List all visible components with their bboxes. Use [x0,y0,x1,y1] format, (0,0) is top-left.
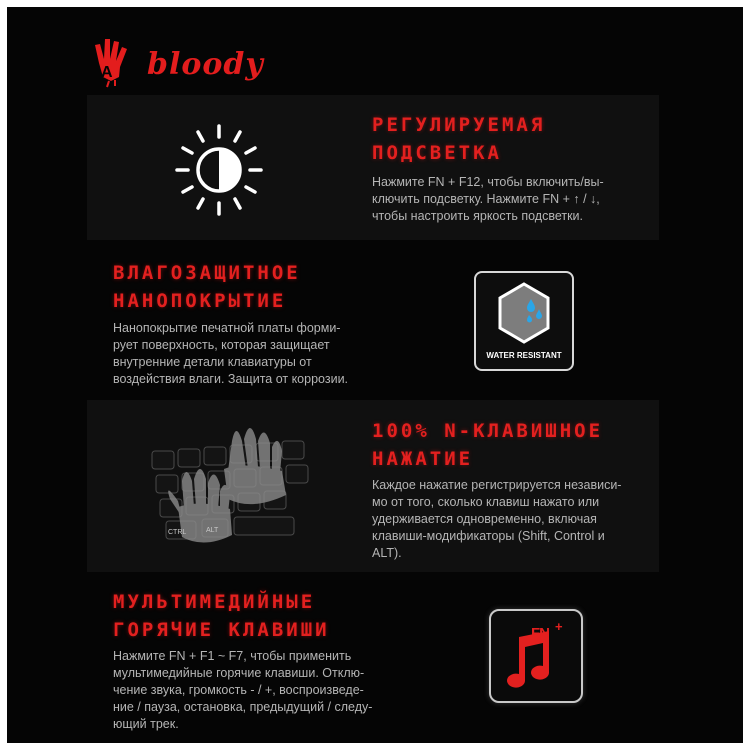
brand-name: bloody [147,47,264,82]
keyboard-hands-icon [132,411,342,551]
multimedia-hotkey-badge [489,609,583,703]
feature-desc-nkey: Каждое нажатие регистрируется независи- мо от того, сколько клавиш нажато или удерживается одновременно, включая клавиши-модификаторы (Shift, Control и ALT). [372,478,622,560]
bloody-hand-logo-icon [89,33,145,89]
feature-title-backlight: РЕГУЛИРУЕМАЯ ПОДСВЕТКА [372,114,546,164]
product-feature-sheet [7,7,743,743]
fn-plus-label: + [555,619,563,634]
water-resistant-label: WATER RESISTANT [486,351,562,360]
water-resistant-icon [495,281,553,347]
water-resistant-badge [474,271,574,371]
feature-title-multimedia: МУЛЬТИМЕДИЙНЫЕ ГОРЯЧИЕ КЛАВИШИ [113,591,330,641]
feature-desc-water: Нанопокрытие печатной платы форми- рует поверхность, которая защищает внутренние детали клавиатуры от воздействия влаги. Защита от коррозии. [113,321,349,386]
feature-title-water: ВЛАГОЗАЩИТНОЕ НАНОПОКРЫТИЕ [113,262,301,312]
brand-logo [89,33,269,93]
svg-text:A: A [101,64,113,81]
brightness-icon [169,120,269,220]
fn-label: FN [531,625,549,642]
feature-desc-backlight: Нажмите FN + F12, чтобы включить/вы- ключить подсветку. Нажмите FN + ↑ / ↓, чтобы настроить яркость подсветки. [372,175,604,223]
feature-desc-multimedia: Нажмите FN + F1 ~ F7, чтобы применить мультимедийные горячие клавиши. Отклю- чение звука, громкость - / +, воспроизведе- ние / пауза, остановка, предыдущий / следу- ющий трек. [113,649,373,731]
feature-title-nkey: 100% N-КЛАВИШНОЕ НАЖАТИЕ [372,420,604,470]
alt-key-label: ALT [206,527,219,534]
ctrl-key-label: CTRL [168,529,187,536]
music-note-icon [499,629,559,695]
